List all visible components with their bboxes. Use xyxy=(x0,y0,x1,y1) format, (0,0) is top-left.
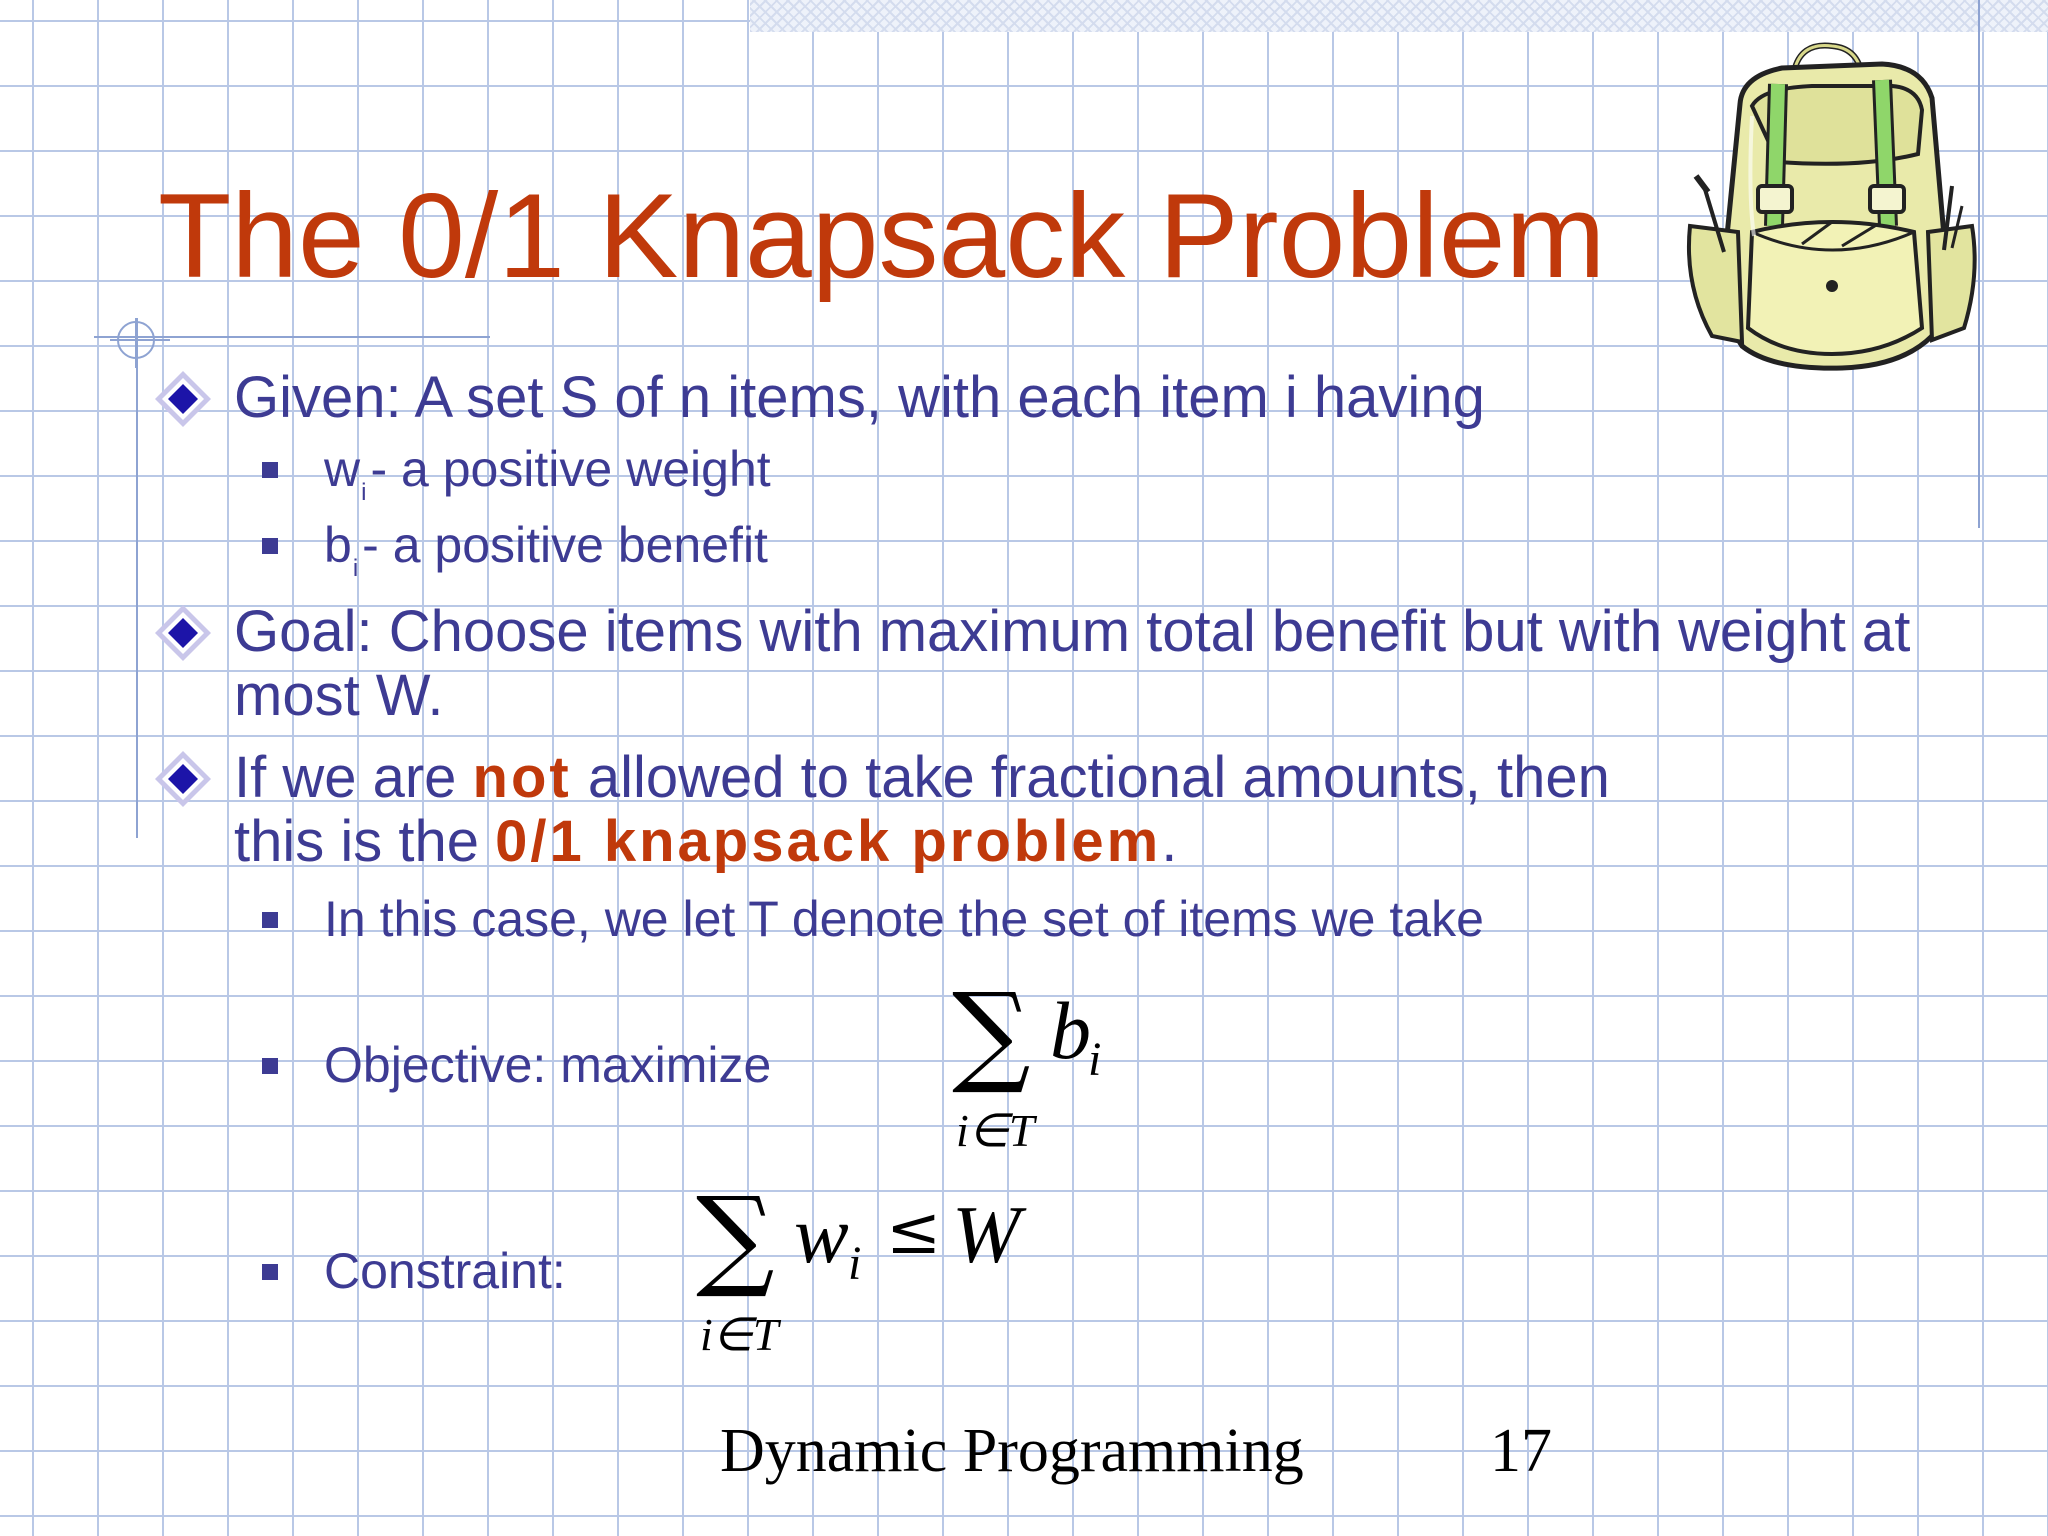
weight-var: w xyxy=(324,441,361,497)
square-bullet-icon xyxy=(262,462,278,478)
top-pattern-band xyxy=(750,0,2048,32)
slide-title: The 0/1 Knapsack Problem xyxy=(158,169,1606,303)
emphasis-not: not xyxy=(472,745,572,810)
footer-page-number: 17 xyxy=(1490,1417,1552,1485)
square-bullet-icon xyxy=(262,538,278,554)
constraint-relation: ≤ xyxy=(886,1192,942,1269)
constraint-label: Constraint: xyxy=(324,1243,566,1299)
weight-text: - a positive weight xyxy=(370,441,771,497)
fractional-text-pre: If we are xyxy=(234,745,473,810)
constraint-term-subscript: i xyxy=(848,1237,862,1290)
case-text: In this case, we let T denote the set of items we take xyxy=(324,891,1484,947)
constraint-limit: i∈T xyxy=(700,1309,779,1360)
crosshair-icon xyxy=(110,318,170,368)
backpack-illustration xyxy=(1682,36,1982,376)
bullet-benefit xyxy=(324,516,768,584)
objective-term: b xyxy=(1050,985,1091,1076)
benefit-subscript: i xyxy=(352,555,359,582)
decorative-rule-left xyxy=(136,318,138,838)
fractional-line-1 xyxy=(234,746,1934,810)
constraint-sigma: ∑ xyxy=(696,1173,775,1301)
bullet-goal xyxy=(234,600,1934,728)
objective-term-subscript: i xyxy=(1088,1033,1102,1086)
goal-text: Goal: Choose items with maximum total benefit but with weight at most W. xyxy=(234,599,1911,728)
benefit-var: b xyxy=(324,517,352,573)
constraint-term: w xyxy=(794,1189,849,1280)
diamond-bullet-icon xyxy=(154,604,212,662)
footer-section-title: Dynamic Programming xyxy=(720,1417,1304,1485)
bullet-objective xyxy=(324,1036,771,1094)
benefit-text: - a positive benefit xyxy=(362,517,768,573)
diamond-bullet-icon xyxy=(154,370,212,428)
bullet-case xyxy=(324,890,1484,948)
constraint-rhs: W xyxy=(952,1189,1021,1280)
given-text: Given: A set S of n items, with each item i having xyxy=(234,365,1485,430)
weight-subscript: i xyxy=(361,479,367,506)
objective-sigma: ∑ xyxy=(952,969,1031,1097)
objective-limit: i∈T xyxy=(956,1105,1035,1156)
bullet-constraint xyxy=(324,1242,566,1300)
fractional-text-pre-2: this is the xyxy=(234,809,496,874)
square-bullet-icon xyxy=(262,1058,278,1074)
fractional-text-period: . xyxy=(1161,809,1178,874)
bullet-given xyxy=(234,366,1934,430)
square-bullet-icon xyxy=(262,1264,278,1280)
fractional-line-2 xyxy=(234,810,1934,874)
diamond-bullet-icon xyxy=(154,750,212,808)
fractional-text-post: allowed to take fractional amounts, then xyxy=(571,745,1610,810)
square-bullet-icon xyxy=(262,912,278,928)
objective-label: Objective: maximize xyxy=(324,1037,772,1093)
bullet-fractional xyxy=(234,746,1934,874)
emphasis-knapsack: 0/1 knapsack problem xyxy=(495,809,1162,874)
bullet-weight xyxy=(324,440,771,508)
